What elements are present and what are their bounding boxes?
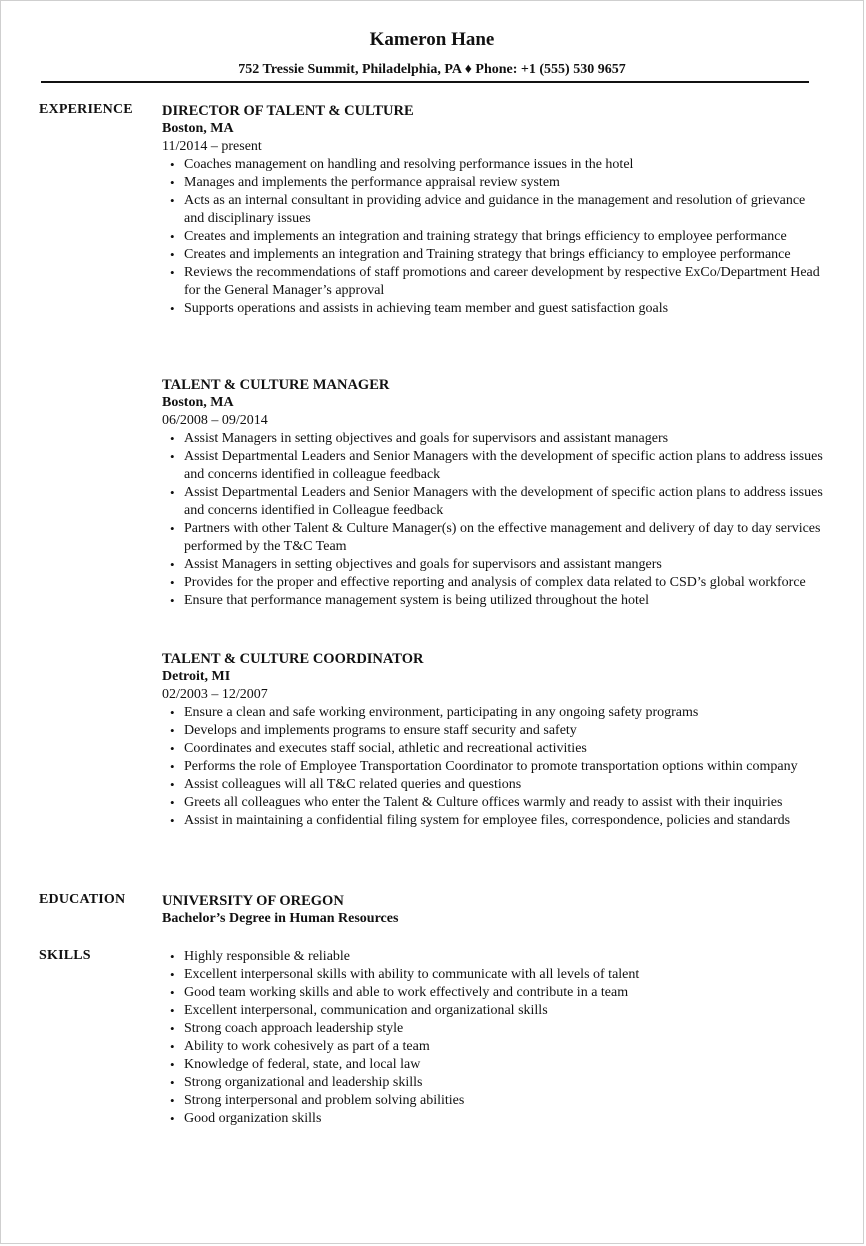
list-item: • Coordinates and executes staff social, athletic and recreational activities: [162, 740, 827, 758]
education-entry: [162, 892, 827, 928]
list-item: • Knowledge of federal, state, and local law: [162, 1056, 827, 1074]
list-item: • Reviews the recommendations of staff promotions and career development by respective ExCo/Department Head for the General Manager’s approval: [162, 264, 827, 300]
list-item: • Greets all colleagues who enter the Talent & Culture offices warmly and ready to assist with their inquiries: [162, 794, 827, 812]
job-bullets: [162, 704, 827, 830]
list-item: • Coaches management on handling and resolving performance issues in the hotel: [162, 156, 827, 174]
job-dates: 06/2008 – 09/2014: [162, 413, 268, 428]
list-item: • Partners with other Talent & Culture Manager(s) on the effective management and delivery of day to day services performed by the T&C Team: [162, 520, 827, 556]
list-item: • Acts as an internal consultant in providing advice and guidance in the management and resolution of grievance and disciplinary issues: [162, 192, 827, 228]
list-item: • Excellent interpersonal, communication and organizational skills: [162, 1002, 827, 1020]
list-item: • Supports operations and assists in achieving team member and guest satisfaction goals: [162, 300, 827, 318]
job-bullets: [162, 430, 827, 610]
list-item: • Ensure that performance management system is being utilized throughout the hotel: [162, 592, 827, 610]
list-item: • Excellent interpersonal skills with ability to communicate with all levels of talent: [162, 966, 827, 984]
job-location: Detroit, MI: [162, 669, 231, 684]
education-degree: Bachelor’s Degree in Human Resources: [162, 911, 399, 926]
list-item: • Creates and implements an integration and Training strategy that brings efficiancy to employee performance: [162, 246, 827, 264]
list-item: • Assist Departmental Leaders and Senior Managers with the development of specific action plans to address issues and concerns identified in colleague feedback: [162, 448, 827, 484]
job-title: DIRECTOR OF TALENT & CULTURE: [162, 103, 414, 119]
section-label-skills: SKILLS: [39, 948, 91, 963]
list-item: • Creates and implements an integration and training strategy that brings efficiency to employee performance: [162, 228, 827, 246]
job-location: Boston, MA: [162, 121, 234, 136]
section-label-education: EDUCATION: [39, 892, 126, 907]
section-label-experience: EXPERIENCE: [39, 102, 133, 117]
job-entry: [162, 102, 827, 318]
job-entry: [162, 376, 827, 610]
skills-list: [162, 948, 827, 1128]
list-item: • Strong organizational and leadership skills: [162, 1074, 827, 1092]
job-bullets: [162, 156, 827, 318]
list-item: • Assist Managers in setting objectives and goals for supervisors and assistant mangers: [162, 556, 827, 574]
list-item: • Ability to work cohesively as part of a team: [162, 1038, 827, 1056]
education-school: UNIVERSITY OF OREGON: [162, 893, 344, 909]
list-item: • Good team working skills and able to work effectively and contribute in a team: [162, 984, 827, 1002]
list-item: • Strong coach approach leadership style: [162, 1020, 827, 1038]
contact-line: 752 Tressie Summit, Philadelphia, PA ♦ Phone: +1 (555) 530 9657: [238, 62, 626, 77]
job-title: TALENT & CULTURE COORDINATOR: [162, 651, 424, 667]
list-item: • Provides for the proper and effective reporting and analysis of complex data related to CSD’s global workforce: [162, 574, 827, 592]
candidate-name: Kameron Hane: [369, 29, 495, 50]
list-item: • Good organization skills: [162, 1110, 827, 1128]
skills-entry: [162, 948, 827, 1128]
list-item: • Manages and implements the performance appraisal review system: [162, 174, 827, 192]
list-item: • Develops and implements programs to ensure staff security and safety: [162, 722, 827, 740]
job-dates: 11/2014 – present: [162, 139, 262, 154]
list-item: • Ensure a clean and safe working environment, participating in any ongoing safety programs: [162, 704, 827, 722]
job-entry: [162, 650, 827, 830]
list-item: • Assist Departmental Leaders and Senior Managers with the development of specific action plans to address issues and concerns identified in Colleague feedback: [162, 484, 827, 520]
list-item: • Assist in maintaining a confidential filing system for employee files, correspondence, policies and standards: [162, 812, 827, 830]
job-dates: 02/2003 – 12/2007: [162, 687, 268, 702]
job-location: Boston, MA: [162, 395, 234, 410]
list-item: • Highly responsible & reliable: [162, 948, 827, 966]
header-divider: [41, 81, 809, 83]
list-item: • Performs the role of Employee Transportation Coordinator to promote transportation options within company: [162, 758, 827, 776]
list-item: • Assist colleagues will all T&C related queries and questions: [162, 776, 827, 794]
job-title: TALENT & CULTURE MANAGER: [162, 377, 390, 393]
list-item: • Strong interpersonal and problem solving abilities: [162, 1092, 827, 1110]
list-item: • Assist Managers in setting objectives and goals for supervisors and assistant managers: [162, 430, 827, 448]
